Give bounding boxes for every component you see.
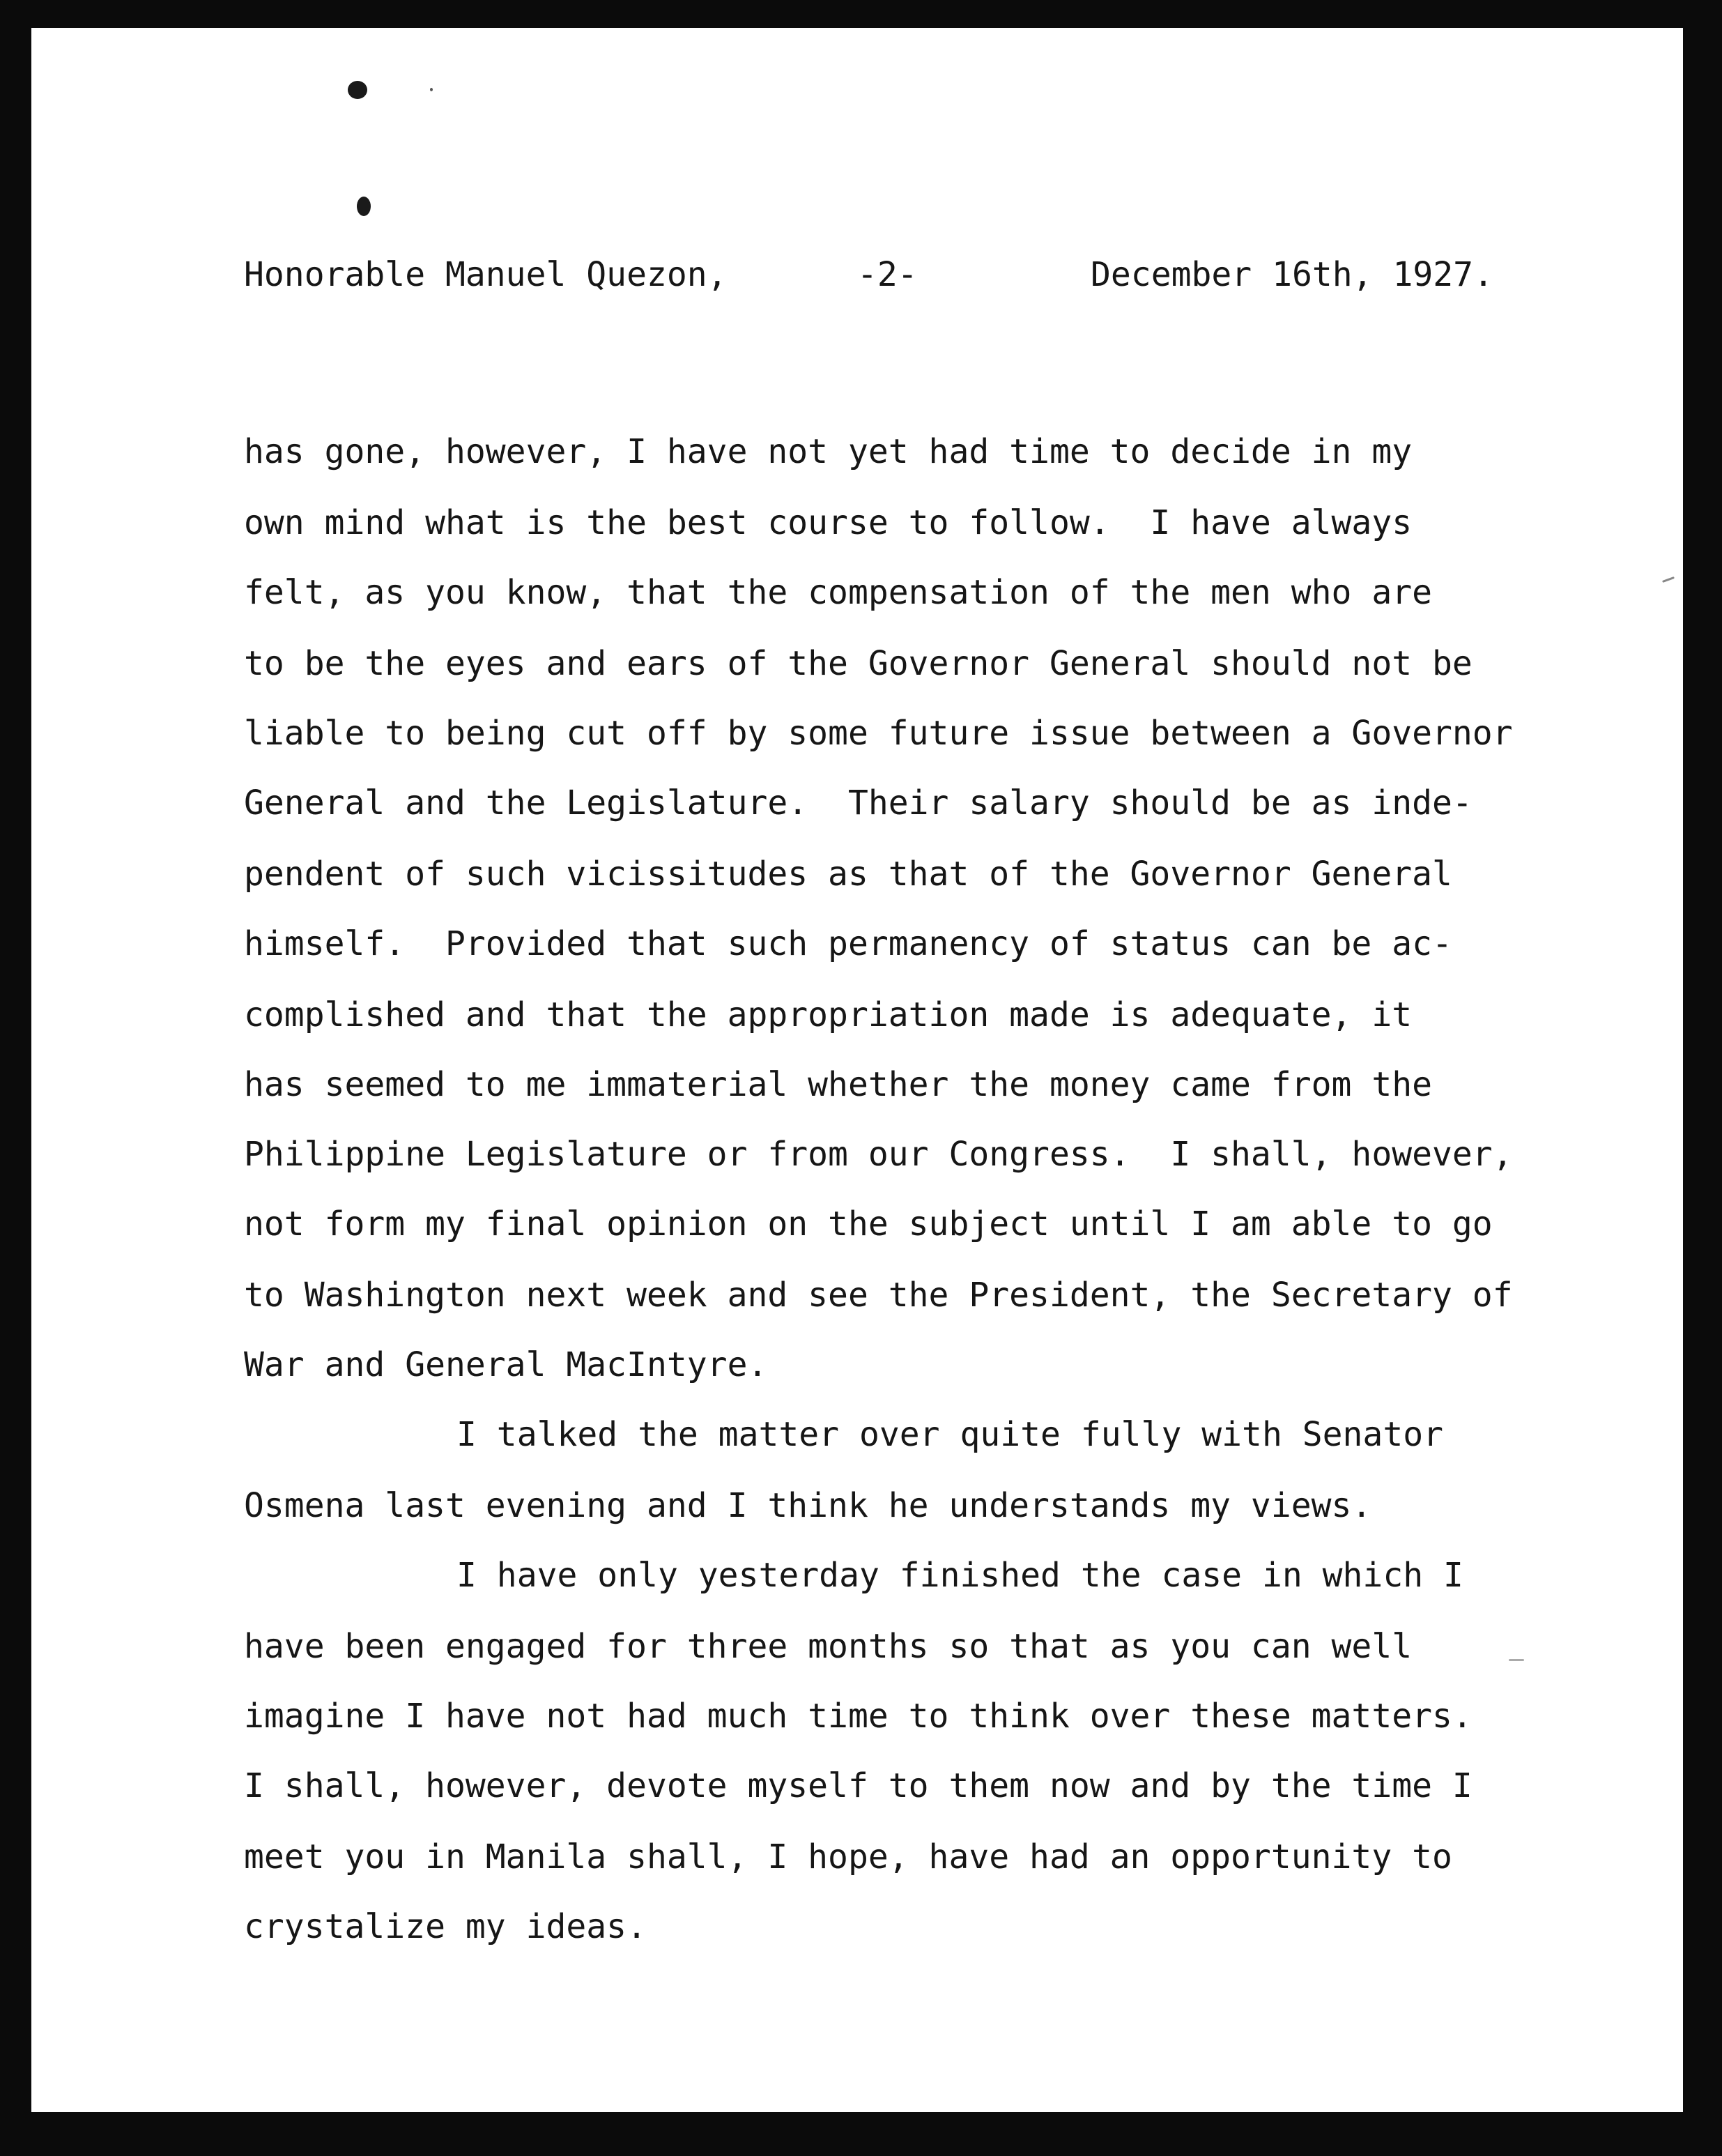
body-line: I talked the matter over quite fully with Senator	[456, 1415, 1444, 1454]
body-line: Osmena last evening and I think he understands my views.	[244, 1486, 1372, 1525]
body-line: has gone, however, I have not yet had time to decide in my	[244, 432, 1413, 471]
addressee: Honorable Manuel Quezon,	[244, 255, 728, 294]
body-line: I have only yesterday finished the case in which I	[456, 1556, 1463, 1595]
body-line: own mind what is the best course to follow. I have always	[244, 503, 1413, 542]
letter-page	[31, 28, 1683, 2112]
page-number: -2-	[857, 255, 918, 294]
body-line: to Washington next week and see the President, the Secretary of	[244, 1276, 1513, 1315]
body-line: pendent of such vicissitudes as that of the Governor General	[244, 855, 1452, 894]
body-line: have been engaged for three months so that as you can well	[244, 1627, 1413, 1666]
body-line: to be the eyes and ears of the Governor General should not be	[244, 644, 1473, 683]
body-line: imagine I have not had much time to think over these matters.	[244, 1697, 1473, 1736]
body-line: felt, as you know, that the compensation of the men who are	[244, 573, 1433, 612]
body-line: has seemed to me immaterial whether the money came from the	[244, 1065, 1433, 1104]
body-line: liable to being cut off by some future issue between a Governor	[244, 714, 1513, 753]
body-line: General and the Legislature. Their salary should be as inde-	[244, 783, 1473, 823]
body-line: crystalize my ideas.	[244, 1907, 647, 1946]
body-line: himself. Provided that such permanency of status can be ac-	[244, 924, 1452, 963]
body-line: I shall, however, devote myself to them now and by the time I	[244, 1766, 1473, 1805]
body-line: meet you in Manila shall, I hope, have had an opportunity to	[244, 1837, 1452, 1876]
body-line: complished and that the appropriation made is adequate, it	[244, 995, 1413, 1034]
body-line: Philippine Legislature or from our Congress. I shall, however,	[244, 1135, 1513, 1174]
letter-date: December 16th, 1927.	[1091, 255, 1493, 294]
body-line: not form my final opinion on the subject until I am able to go	[244, 1205, 1493, 1244]
body-line: War and General MacIntyre.	[244, 1345, 768, 1384]
typewritten-letter	[31, 28, 1683, 2112]
